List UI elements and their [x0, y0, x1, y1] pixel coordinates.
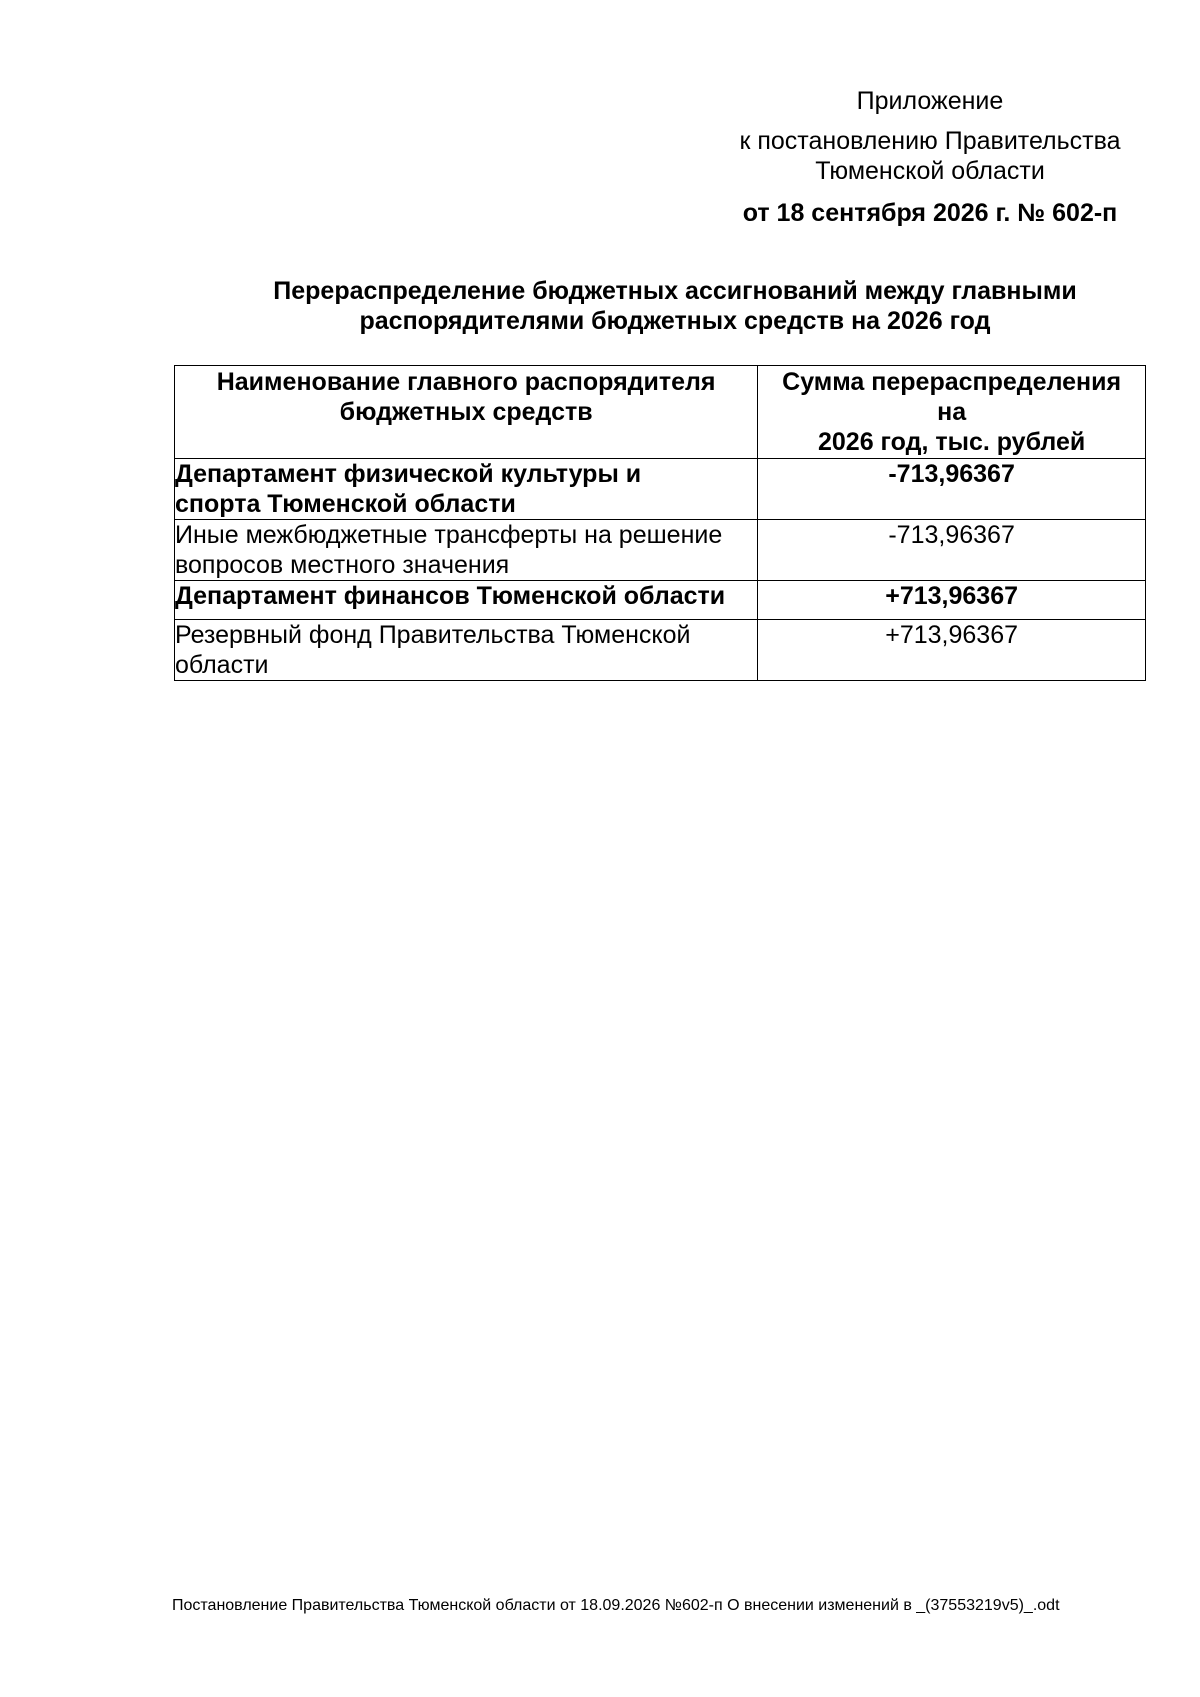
row-name-line2: спорта Тюменской области	[175, 490, 516, 518]
document-title	[175, 276, 1175, 336]
row-name-line2: области	[175, 651, 269, 679]
header-amount-line2: на	[937, 398, 967, 426]
header-name-line1: Наименование главного распорядителя	[216, 368, 716, 396]
table-row	[175, 581, 1146, 620]
header-name-column	[175, 366, 758, 459]
row-name-line2: вопросов местного значения	[175, 551, 510, 579]
attachment-header	[700, 86, 1160, 228]
table-header-row	[175, 366, 1146, 459]
row-amount: -713,96367	[758, 459, 1146, 520]
row-name-line1: Иные межбюджетные трансферты на решение	[175, 521, 723, 549]
row-name	[175, 581, 758, 620]
decree-reference-line2: Тюменской области	[815, 157, 1045, 185]
row-name	[175, 620, 758, 681]
attachment-label: Приложение	[856, 87, 1004, 115]
header-amount-line1: Сумма перераспределения	[782, 368, 1122, 396]
page-footer: Постановление Правительства Тюменской области от 18.09.2026 №602-п О внесении изменений в _(37553219v5)_.odt	[172, 1597, 1060, 1614]
header-name-line2: бюджетных средств	[339, 398, 593, 426]
decree-reference-line1: к постановлению Правительства	[739, 127, 1121, 155]
row-name-line1: Департамент физической культуры и	[175, 460, 642, 488]
row-amount: +713,96367	[758, 581, 1146, 620]
header-amount-line3: 2026 год, тыс. рублей	[818, 428, 1086, 456]
header-amount-column	[758, 366, 1146, 459]
document-title-line1: Перераспределение бюджетных ассигнований между главными	[273, 277, 1077, 305]
reallocation-table	[174, 365, 1146, 681]
row-name	[175, 459, 758, 520]
table-row	[175, 520, 1146, 581]
table-row	[175, 620, 1146, 681]
row-amount: +713,96367	[758, 620, 1146, 681]
row-name-line1: Резервный фонд Правительства Тюменской	[175, 621, 691, 649]
row-name	[175, 520, 758, 581]
row-amount: -713,96367	[758, 520, 1146, 581]
table-row	[175, 459, 1146, 520]
document-title-line2: распорядителями бюджетных средств на 2026 год	[359, 307, 991, 335]
decree-date-number: от 18 сентября 2026 г. № 602-п	[742, 199, 1118, 227]
row-name-line1: Департамент финансов Тюменской области	[175, 582, 726, 610]
